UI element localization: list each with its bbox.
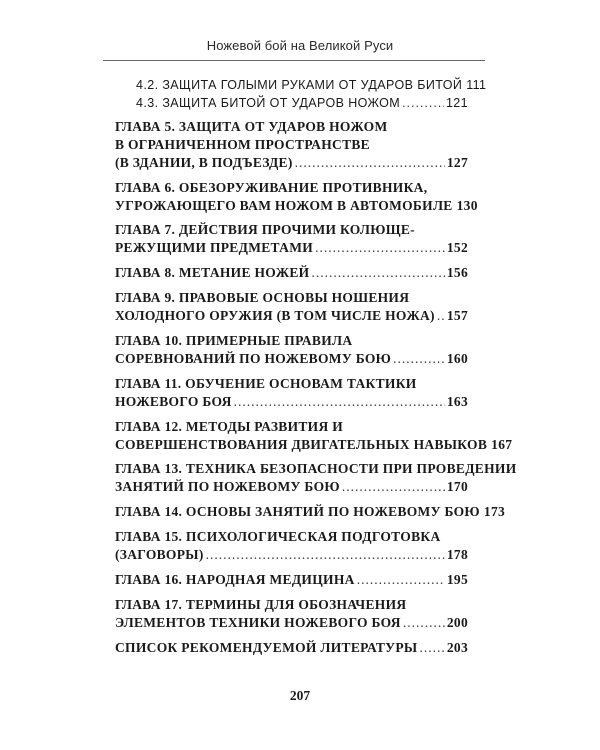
toc-page-number: 130 xyxy=(456,198,478,213)
toc-chapter-12 xyxy=(115,437,513,453)
leader-dots xyxy=(437,308,445,324)
toc-entry-text: 4.2. ЗАЩИТА ГОЛЫМИ РУКАМИ ОТ УДАРОВ БИТОЙ xyxy=(136,78,463,92)
toc-chapter-12-line-1: ГЛАВА 12. МЕТОДЫ РАЗВИТИЯ И xyxy=(115,419,344,434)
toc-entry-text: УГРОЖАЮЩЕГО ВАМ НОЖОМ В АВТОМОБИЛЕ xyxy=(115,198,453,213)
toc-page-number: 170 xyxy=(446,479,468,494)
leader-dots xyxy=(402,95,444,111)
leader-dots xyxy=(315,240,445,256)
toc-chapter-13-line-1: ГЛАВА 13. ТЕХНИКА БЕЗОПАСНОСТИ ПРИ ПРОВЕДЕНИИ xyxy=(115,461,517,476)
toc-page-number: 173 xyxy=(483,504,506,519)
toc-page-number: 121 xyxy=(445,96,468,110)
toc-page-number: 127 xyxy=(446,155,468,170)
toc-page-number: 160 xyxy=(446,351,468,366)
toc-page-number: 167 xyxy=(491,437,513,452)
toc-entry-text: ГЛАВА 16. НАРОДНАЯ МЕДИЦИНА xyxy=(115,572,355,587)
leader-dots xyxy=(295,155,445,171)
leader-dots xyxy=(206,547,445,563)
toc-chapter-10 xyxy=(115,351,468,367)
toc-entry-text: ЗАНЯТИЙ ПО НОЖЕВОМУ БОЮ xyxy=(115,479,340,494)
toc-chapter-15-line-1: ГЛАВА 15. ПСИХОЛОГИЧЕСКАЯ ПОДГОТОВКА xyxy=(115,529,441,544)
toc-page-number: 111 xyxy=(466,78,487,92)
toc-chapter-15 xyxy=(115,547,468,563)
leader-dots xyxy=(234,394,445,410)
toc-chapter-9 xyxy=(115,308,468,324)
toc-page-number: 178 xyxy=(446,547,468,562)
toc-page-number: 163 xyxy=(446,394,468,409)
toc-chapter-14 xyxy=(115,504,506,520)
toc-page-number: 195 xyxy=(446,572,468,587)
toc-chapter-5-line-2: В ОГРАНИЧЕННОМ ПРОСТРАНСТВЕ xyxy=(115,137,370,152)
toc-chapter-8 xyxy=(115,265,468,281)
leader-dots xyxy=(357,572,445,588)
leader-dots xyxy=(403,615,445,631)
toc-chapter-16 xyxy=(115,572,468,588)
toc-entry-text: СПИСОК РЕКОМЕНДУЕМОЙ ЛИТЕРАТУРЫ xyxy=(115,640,418,655)
toc-entry-text: ГЛАВА 14. ОСНОВЫ ЗАНЯТИЙ ПО НОЖЕВОМУ БОЮ xyxy=(115,504,480,519)
toc-entry-text: СОРЕВНОВАНИЙ ПО НОЖЕВОМУ БОЮ xyxy=(115,351,392,366)
toc-entry-text: РЕЖУЩИМИ ПРЕДМЕТАМИ xyxy=(115,240,314,255)
toc-entry-text: 4.3. ЗАЩИТА БИТОЙ ОТ УДАРОВ НОЖОМ xyxy=(136,96,401,110)
toc-entry-text: ЭЛЕМЕНТОВ ТЕХНИКИ НОЖЕВОГО БОЯ xyxy=(115,615,401,630)
toc-chapter-11 xyxy=(115,394,468,410)
leader-dots xyxy=(393,351,445,367)
toc-chapter-7 xyxy=(115,240,468,256)
toc-entry-text: СОВЕРШЕНСТВОВАНИЯ ДВИГАТЕЛЬНЫХ НАВЫКОВ xyxy=(115,437,488,452)
toc-page-number: 200 xyxy=(446,615,468,630)
toc-chapter-17-line-1: ГЛАВА 17. ТЕРМИНЫ ДЛЯ ОБОЗНАЧЕНИЯ xyxy=(115,597,407,612)
toc-entry-4-3 xyxy=(136,95,468,111)
running-head-title: Ножевой бой на Великой Руси xyxy=(206,38,394,53)
toc-entry-4-2 xyxy=(136,77,487,93)
toc-entry-text: ХОЛОДНОГО ОРУЖИЯ (В ТОМ ЧИСЛЕ НОЖА) xyxy=(115,308,435,323)
toc-chapter-11-line-1: ГЛАВА 11. ОБУЧЕНИЕ ОСНОВАМ ТАКТИКИ xyxy=(115,376,417,391)
toc-chapter-17 xyxy=(115,615,468,631)
toc-chapter-10-line-1: ГЛАВА 10. ПРИМЕРНЫЕ ПРАВИЛА xyxy=(115,333,353,348)
toc-page-number: 156 xyxy=(446,265,468,280)
toc-page-number: 203 xyxy=(446,640,468,655)
toc-chapter-9-line-1: ГЛАВА 9. ПРАВОВЫЕ ОСНОВЫ НОШЕНИЯ xyxy=(115,290,410,305)
toc-entry-text: (В ЗДАНИИ, В ПОДЪЕЗДЕ) xyxy=(115,155,293,170)
toc-chapter-6-line-1: ГЛАВА 6. ОБЕЗОРУЖИВАНИЕ ПРОТИВНИКА, xyxy=(115,180,428,195)
toc-chapter-7-line-1: ГЛАВА 7. ДЕЙСТВИЯ ПРОЧИМИ КОЛЮЩЕ- xyxy=(115,222,415,237)
page-number: 207 xyxy=(289,688,311,703)
toc-entry-text: НОЖЕВОГО БОЯ xyxy=(115,394,232,409)
toc-chapter-13 xyxy=(115,479,468,495)
toc-page-number: 152 xyxy=(446,240,468,255)
toc-page-number: 157 xyxy=(446,308,468,323)
toc-entry-text: ГЛАВА 8. МЕТАНИЕ НОЖЕЙ xyxy=(115,265,310,280)
toc-literature xyxy=(115,640,468,656)
toc-chapter-6 xyxy=(115,198,478,214)
toc-entry-text: (ЗАГОВОРЫ) xyxy=(115,547,204,562)
leader-dots xyxy=(311,265,444,281)
leader-dots xyxy=(342,479,445,495)
toc-chapter-5-line-1: ГЛАВА 5. ЗАЩИТА ОТ УДАРОВ НОЖОМ xyxy=(115,119,388,134)
toc-chapter-5 xyxy=(115,155,468,171)
leader-dots xyxy=(419,640,444,656)
